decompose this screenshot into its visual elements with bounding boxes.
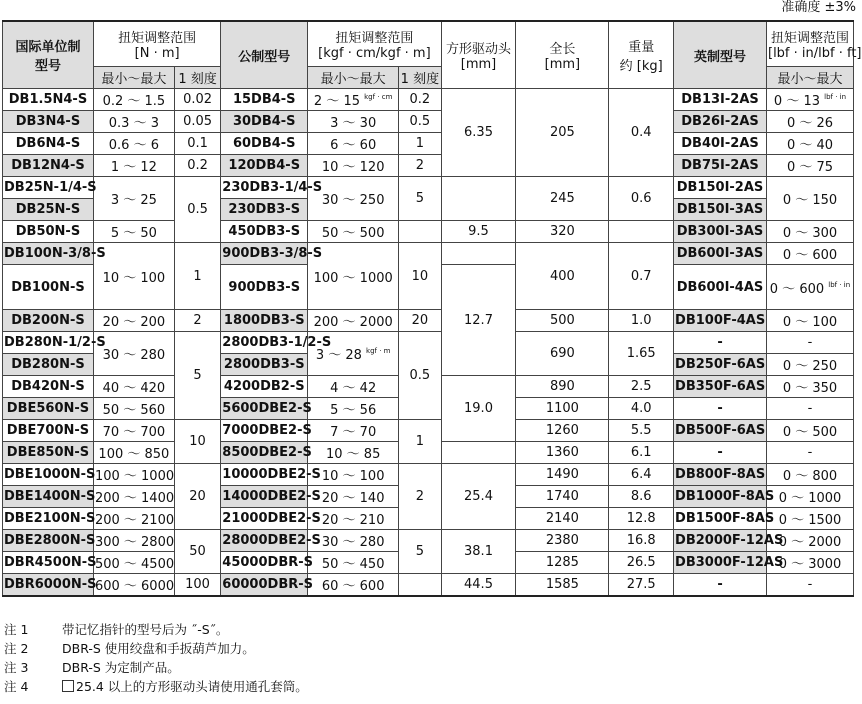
intl-model-13: DBE560N-S	[3, 398, 94, 420]
range-nm-9: 20 ～ 200	[93, 310, 174, 332]
metric-model-10: 2800DB3-1/2-S	[221, 332, 308, 354]
range-lbf-0: 0 ～ 13 $^{lbf \cdot in}$	[767, 89, 854, 111]
intl-model-6: DB50N-S	[3, 221, 94, 243]
length-6: 320	[516, 221, 609, 243]
metric-model-5: 230DB3-S	[221, 199, 308, 221]
grad-nm-4: 0.5	[174, 177, 221, 243]
grad-kgf-2: 1	[399, 133, 441, 155]
range-lbf-13: -	[767, 398, 854, 420]
length-14: 1260	[516, 420, 609, 442]
intl-model-19: DBE2800N-S	[3, 530, 94, 552]
intl-model-1: DB3N4-S	[3, 111, 94, 133]
header-intl-model: 国际单位制 型号	[3, 21, 94, 89]
header-drive: 方形驱动头 [mm]	[441, 21, 516, 89]
range-nm-13: 50 ～ 560	[93, 398, 174, 420]
drive-size-15	[441, 442, 516, 464]
range-kgf-3: 10 ～ 120	[308, 155, 399, 177]
weight-9: 1.0	[609, 310, 674, 332]
drive-size-12: 19.0	[441, 376, 516, 442]
metric-model-9: 1800DB3-S	[221, 310, 308, 332]
metric-model-8: 900DB3-S	[221, 265, 308, 310]
range-nm-4: 3 ～ 25	[93, 177, 174, 221]
drive-size-6: 9.5	[441, 221, 516, 243]
range-kgf-4: 30 ～ 250	[308, 177, 399, 221]
grad-kgf-21	[399, 574, 441, 597]
range-kgf-14: 7 ～ 70	[308, 420, 399, 442]
intl-model-7: DB100N-3/8-S	[3, 243, 94, 265]
imp-model-4: DB150I-2AS	[674, 177, 767, 199]
weight-12: 2.5	[609, 376, 674, 398]
header-minmax: 最小～最大	[767, 67, 854, 89]
drive-size-16: 25.4	[441, 464, 516, 530]
accuracy-label: 准确度 ±3%	[781, 0, 856, 15]
header-range-lbf: 扭矩调整范围 [lbf · in/lbf · ft]	[767, 21, 854, 67]
imp-model-15: -	[674, 442, 767, 464]
imp-model-12: DB350F-6AS	[674, 376, 767, 398]
metric-model-19: 28000DBE2-S	[221, 530, 308, 552]
metric-model-14: 7000DBE2-S	[221, 420, 308, 442]
grad-kgf-19: 5	[399, 530, 441, 574]
weight-20: 26.5	[609, 552, 674, 574]
imp-model-2: DB40I-2AS	[674, 133, 767, 155]
weight-21: 27.5	[609, 574, 674, 597]
intl-model-15: DBE850N-S	[3, 442, 94, 464]
range-kgf-7: 100 ～ 1000	[308, 243, 399, 310]
weight-14: 5.5	[609, 420, 674, 442]
metric-model-3: 120DB4-S	[221, 155, 308, 177]
range-nm-0: 0.2 ～ 1.5	[93, 89, 174, 111]
header-range-nm: 扭矩调整范围 [N · m]	[93, 21, 220, 67]
grad-nm-10: 5	[174, 332, 221, 420]
range-lbf-3: 0 ～ 75	[767, 155, 854, 177]
intl-model-12: DB420N-S	[3, 376, 94, 398]
square-drive-icon	[62, 680, 74, 692]
drive-size-4	[441, 177, 516, 221]
range-kgf-2: 6 ～ 60	[308, 133, 399, 155]
intl-model-4: DB25N-1/4-S	[3, 177, 94, 199]
range-kgf-19: 30 ～ 280	[308, 530, 399, 552]
header-minmax: 最小～最大	[93, 67, 174, 89]
imp-model-6: DB300I-3AS	[674, 221, 767, 243]
metric-model-2: 60DB4-S	[221, 133, 308, 155]
range-kgf-9: 200 ～ 2000	[308, 310, 399, 332]
weight-16: 6.4	[609, 464, 674, 486]
note-3: 注 3 DBR-S 为定制产品。	[4, 660, 180, 675]
length-0: 205	[516, 89, 609, 177]
range-lbf-15: -	[767, 442, 854, 464]
range-nm-21: 600 ～ 6000	[93, 574, 174, 597]
range-kgf-21: 60 ～ 600	[308, 574, 399, 597]
range-lbf-10: -	[767, 332, 854, 354]
metric-model-6: 450DB3-S	[221, 221, 308, 243]
note-4: 注 4 25.4 以上的方形驱动头请使用通孔套筒。	[4, 679, 308, 694]
intl-model-18: DBE2100N-S	[3, 508, 94, 530]
imp-model-7: DB600I-3AS	[674, 243, 767, 265]
intl-model-21: DBR6000N-S	[3, 574, 94, 597]
imp-model-20: DB3000F-12AS	[674, 552, 767, 574]
range-kgf-16: 10 ～ 100	[308, 464, 399, 486]
intl-model-10: DB280N-1/2-S	[3, 332, 94, 354]
range-nm-19: 300 ～ 2800	[93, 530, 174, 552]
torque-wrench-spec-table	[2, 20, 862, 597]
weight-15: 6.1	[609, 442, 674, 464]
grad-kgf-4: 5	[399, 177, 441, 221]
length-19: 2380	[516, 530, 609, 552]
range-lbf-18: 0 ～ 1500	[767, 508, 854, 530]
length-21: 1585	[516, 574, 609, 597]
metric-model-7: 900DB3-3/8-S	[221, 243, 308, 265]
length-16: 1490	[516, 464, 609, 486]
range-nm-12: 40 ～ 420	[93, 376, 174, 398]
header-range-kgf: 扭矩调整范围 [kgf · cm/kgf · m]	[308, 21, 441, 67]
range-nm-2: 0.6 ～ 6	[93, 133, 174, 155]
range-lbf-20: 0 ～ 3000	[767, 552, 854, 574]
intl-model-9: DB200N-S	[3, 310, 94, 332]
metric-model-16: 10000DBE2-S	[221, 464, 308, 486]
imp-model-16: DB800F-8AS	[674, 464, 767, 486]
weight-7: 0.7	[609, 243, 674, 310]
imp-model-9: DB100F-4AS	[674, 310, 767, 332]
metric-model-12: 4200DB2-S	[221, 376, 308, 398]
metric-model-15: 8500DBE2-S	[221, 442, 308, 464]
grad-kgf-0: 0.2	[399, 89, 441, 111]
range-lbf-1: 0 ～ 26	[767, 111, 854, 133]
metric-model-0: 15DB4-S	[221, 89, 308, 111]
grad-nm-7: 1	[174, 243, 221, 310]
range-lbf-11: 0 ～ 250	[767, 354, 854, 376]
range-lbf-14: 0 ～ 500	[767, 420, 854, 442]
header-metric-model: 公制型号	[221, 21, 308, 89]
grad-kgf-6	[399, 221, 441, 243]
grad-nm-1: 0.05	[174, 111, 221, 133]
intl-model-17: DBE1400N-S	[3, 486, 94, 508]
range-kgf-6: 50 ～ 500	[308, 221, 399, 243]
range-nm-16: 100 ～ 1000	[93, 464, 174, 486]
intl-model-8: DB100N-S	[3, 265, 94, 310]
range-lbf-7: 0 ～ 600	[767, 243, 854, 265]
metric-model-1: 30DB4-S	[221, 111, 308, 133]
weight-0: 0.4	[609, 89, 674, 177]
imp-model-13: -	[674, 398, 767, 420]
weight-10: 1.65	[609, 332, 674, 376]
range-nm-17: 200 ～ 1400	[93, 486, 174, 508]
length-12: 890	[516, 376, 609, 398]
grad-nm-19: 50	[174, 530, 221, 574]
imp-model-17: DB1000F-8AS	[674, 486, 767, 508]
metric-model-11: 2800DB3-S	[221, 354, 308, 376]
grad-nm-3: 0.2	[174, 155, 221, 177]
drive-size-7	[441, 243, 516, 265]
grad-nm-21: 100	[174, 574, 221, 597]
note-2: 注 2 DBR-S 使用绞盘和手扳葫芦加力。	[4, 641, 255, 656]
length-15: 1360	[516, 442, 609, 464]
metric-model-17: 14000DBE2-S	[221, 486, 308, 508]
drive-size-8: 12.7	[441, 265, 516, 376]
header-minmax: 最小～最大	[308, 67, 399, 89]
range-nm-3: 1 ～ 12	[93, 155, 174, 177]
weight-17: 8.6	[609, 486, 674, 508]
range-kgf-10: 3 ～ 28 $^{kgf \cdot m}$	[308, 332, 399, 376]
range-kgf-18: 20 ～ 210	[308, 508, 399, 530]
grad-kgf-9: 20	[399, 310, 441, 332]
intl-model-16: DBE1000N-S	[3, 464, 94, 486]
range-kgf-17: 20 ～ 140	[308, 486, 399, 508]
range-lbf-17: 0 ～ 1000	[767, 486, 854, 508]
weight-13: 4.0	[609, 398, 674, 420]
range-lbf-16: 0 ～ 800	[767, 464, 854, 486]
length-20: 1285	[516, 552, 609, 574]
range-lbf-6: 0 ～ 300	[767, 221, 854, 243]
grad-kgf-3: 2	[399, 155, 441, 177]
header-grad: 1 刻度	[174, 67, 221, 89]
imp-model-19: DB2000F-12AS	[674, 530, 767, 552]
range-nm-18: 200 ～ 2100	[93, 508, 174, 530]
grad-nm-0: 0.02	[174, 89, 221, 111]
length-10: 690	[516, 332, 609, 376]
range-kgf-20: 50 ～ 450	[308, 552, 399, 574]
imp-model-3: DB75I-2AS	[674, 155, 767, 177]
range-lbf-21: -	[767, 574, 854, 597]
grad-kgf-14: 1	[399, 420, 441, 464]
range-kgf-0: 2 ～ 15 $^{kgf \cdot cm}$	[308, 89, 399, 111]
metric-model-13: 5600DBE2-S	[221, 398, 308, 420]
imp-model-10: -	[674, 332, 767, 354]
range-lbf-19: 0 ～ 2000	[767, 530, 854, 552]
header-weight: 重量 约 [kg]	[609, 21, 674, 89]
range-kgf-13: 5 ～ 56	[308, 398, 399, 420]
grad-kgf-10: 0.5	[399, 332, 441, 420]
range-nm-7: 10 ～ 100	[93, 243, 174, 310]
metric-model-18: 21000DBE2-S	[221, 508, 308, 530]
imp-model-11: DB250F-6AS	[674, 354, 767, 376]
drive-size-19: 38.1	[441, 530, 516, 574]
range-nm-20: 500 ～ 4500	[93, 552, 174, 574]
imp-model-5: DB150I-3AS	[674, 199, 767, 221]
header-length: 全长 [mm]	[516, 21, 609, 89]
length-17: 1740	[516, 486, 609, 508]
imp-model-18: DB1500F-8AS	[674, 508, 767, 530]
range-nm-15: 100 ～ 850	[93, 442, 174, 464]
length-7: 400	[516, 243, 609, 310]
range-nm-1: 0.3 ～ 3	[93, 111, 174, 133]
range-kgf-12: 4 ～ 42	[308, 376, 399, 398]
drive-size-21: 44.5	[441, 574, 516, 597]
grad-kgf-16: 2	[399, 464, 441, 530]
notes	[4, 620, 308, 696]
intl-model-11: DB280N-S	[3, 354, 94, 376]
grad-nm-14: 10	[174, 420, 221, 464]
range-nm-10: 30 ～ 280	[93, 332, 174, 376]
range-kgf-15: 10 ～ 85	[308, 442, 399, 464]
imp-model-8: DB600I-4AS	[674, 265, 767, 310]
header-grad: 1 刻度	[399, 67, 441, 89]
weight-18: 12.8	[609, 508, 674, 530]
intl-model-0: DB1.5N4-S	[3, 89, 94, 111]
intl-model-14: DBE700N-S	[3, 420, 94, 442]
range-lbf-9: 0 ～ 100	[767, 310, 854, 332]
drive-size-0: 6.35	[441, 89, 516, 177]
length-9: 500	[516, 310, 609, 332]
metric-model-20: 45000DBR-S	[221, 552, 308, 574]
range-lbf-12: 0 ～ 350	[767, 376, 854, 398]
grad-kgf-7: 10	[399, 243, 441, 310]
weight-19: 16.8	[609, 530, 674, 552]
imp-model-21: -	[674, 574, 767, 597]
range-kgf-1: 3 ～ 30	[308, 111, 399, 133]
intl-model-2: DB6N4-S	[3, 133, 94, 155]
grad-nm-16: 20	[174, 464, 221, 530]
grad-kgf-1: 0.5	[399, 111, 441, 133]
intl-model-3: DB12N4-S	[3, 155, 94, 177]
grad-nm-9: 2	[174, 310, 221, 332]
intl-model-5: DB25N-S	[3, 199, 94, 221]
imp-model-1: DB26I-2AS	[674, 111, 767, 133]
metric-model-21: 60000DBR-S	[221, 574, 308, 597]
imp-model-14: DB500F-6AS	[674, 420, 767, 442]
weight-6	[609, 221, 674, 243]
weight-4: 0.6	[609, 177, 674, 221]
metric-model-4: 230DB3-1/4-S	[221, 177, 308, 199]
range-nm-6: 5 ～ 50	[93, 221, 174, 243]
length-13: 1100	[516, 398, 609, 420]
header-imp-model: 英制型号	[674, 21, 767, 89]
intl-model-20: DBR4500N-S	[3, 552, 94, 574]
range-lbf-2: 0 ～ 40	[767, 133, 854, 155]
length-4: 245	[516, 177, 609, 221]
note-1: 注 1 带记忆指针的型号后为 ˝-S˝。	[4, 622, 229, 637]
range-nm-14: 70 ～ 700	[93, 420, 174, 442]
length-18: 2140	[516, 508, 609, 530]
range-lbf-8: 0 ～ 600 $^{lbf \cdot in}$	[767, 265, 854, 310]
range-lbf-4: 0 ～ 150	[767, 177, 854, 221]
grad-nm-2: 0.1	[174, 133, 221, 155]
imp-model-0: DB13I-2AS	[674, 89, 767, 111]
